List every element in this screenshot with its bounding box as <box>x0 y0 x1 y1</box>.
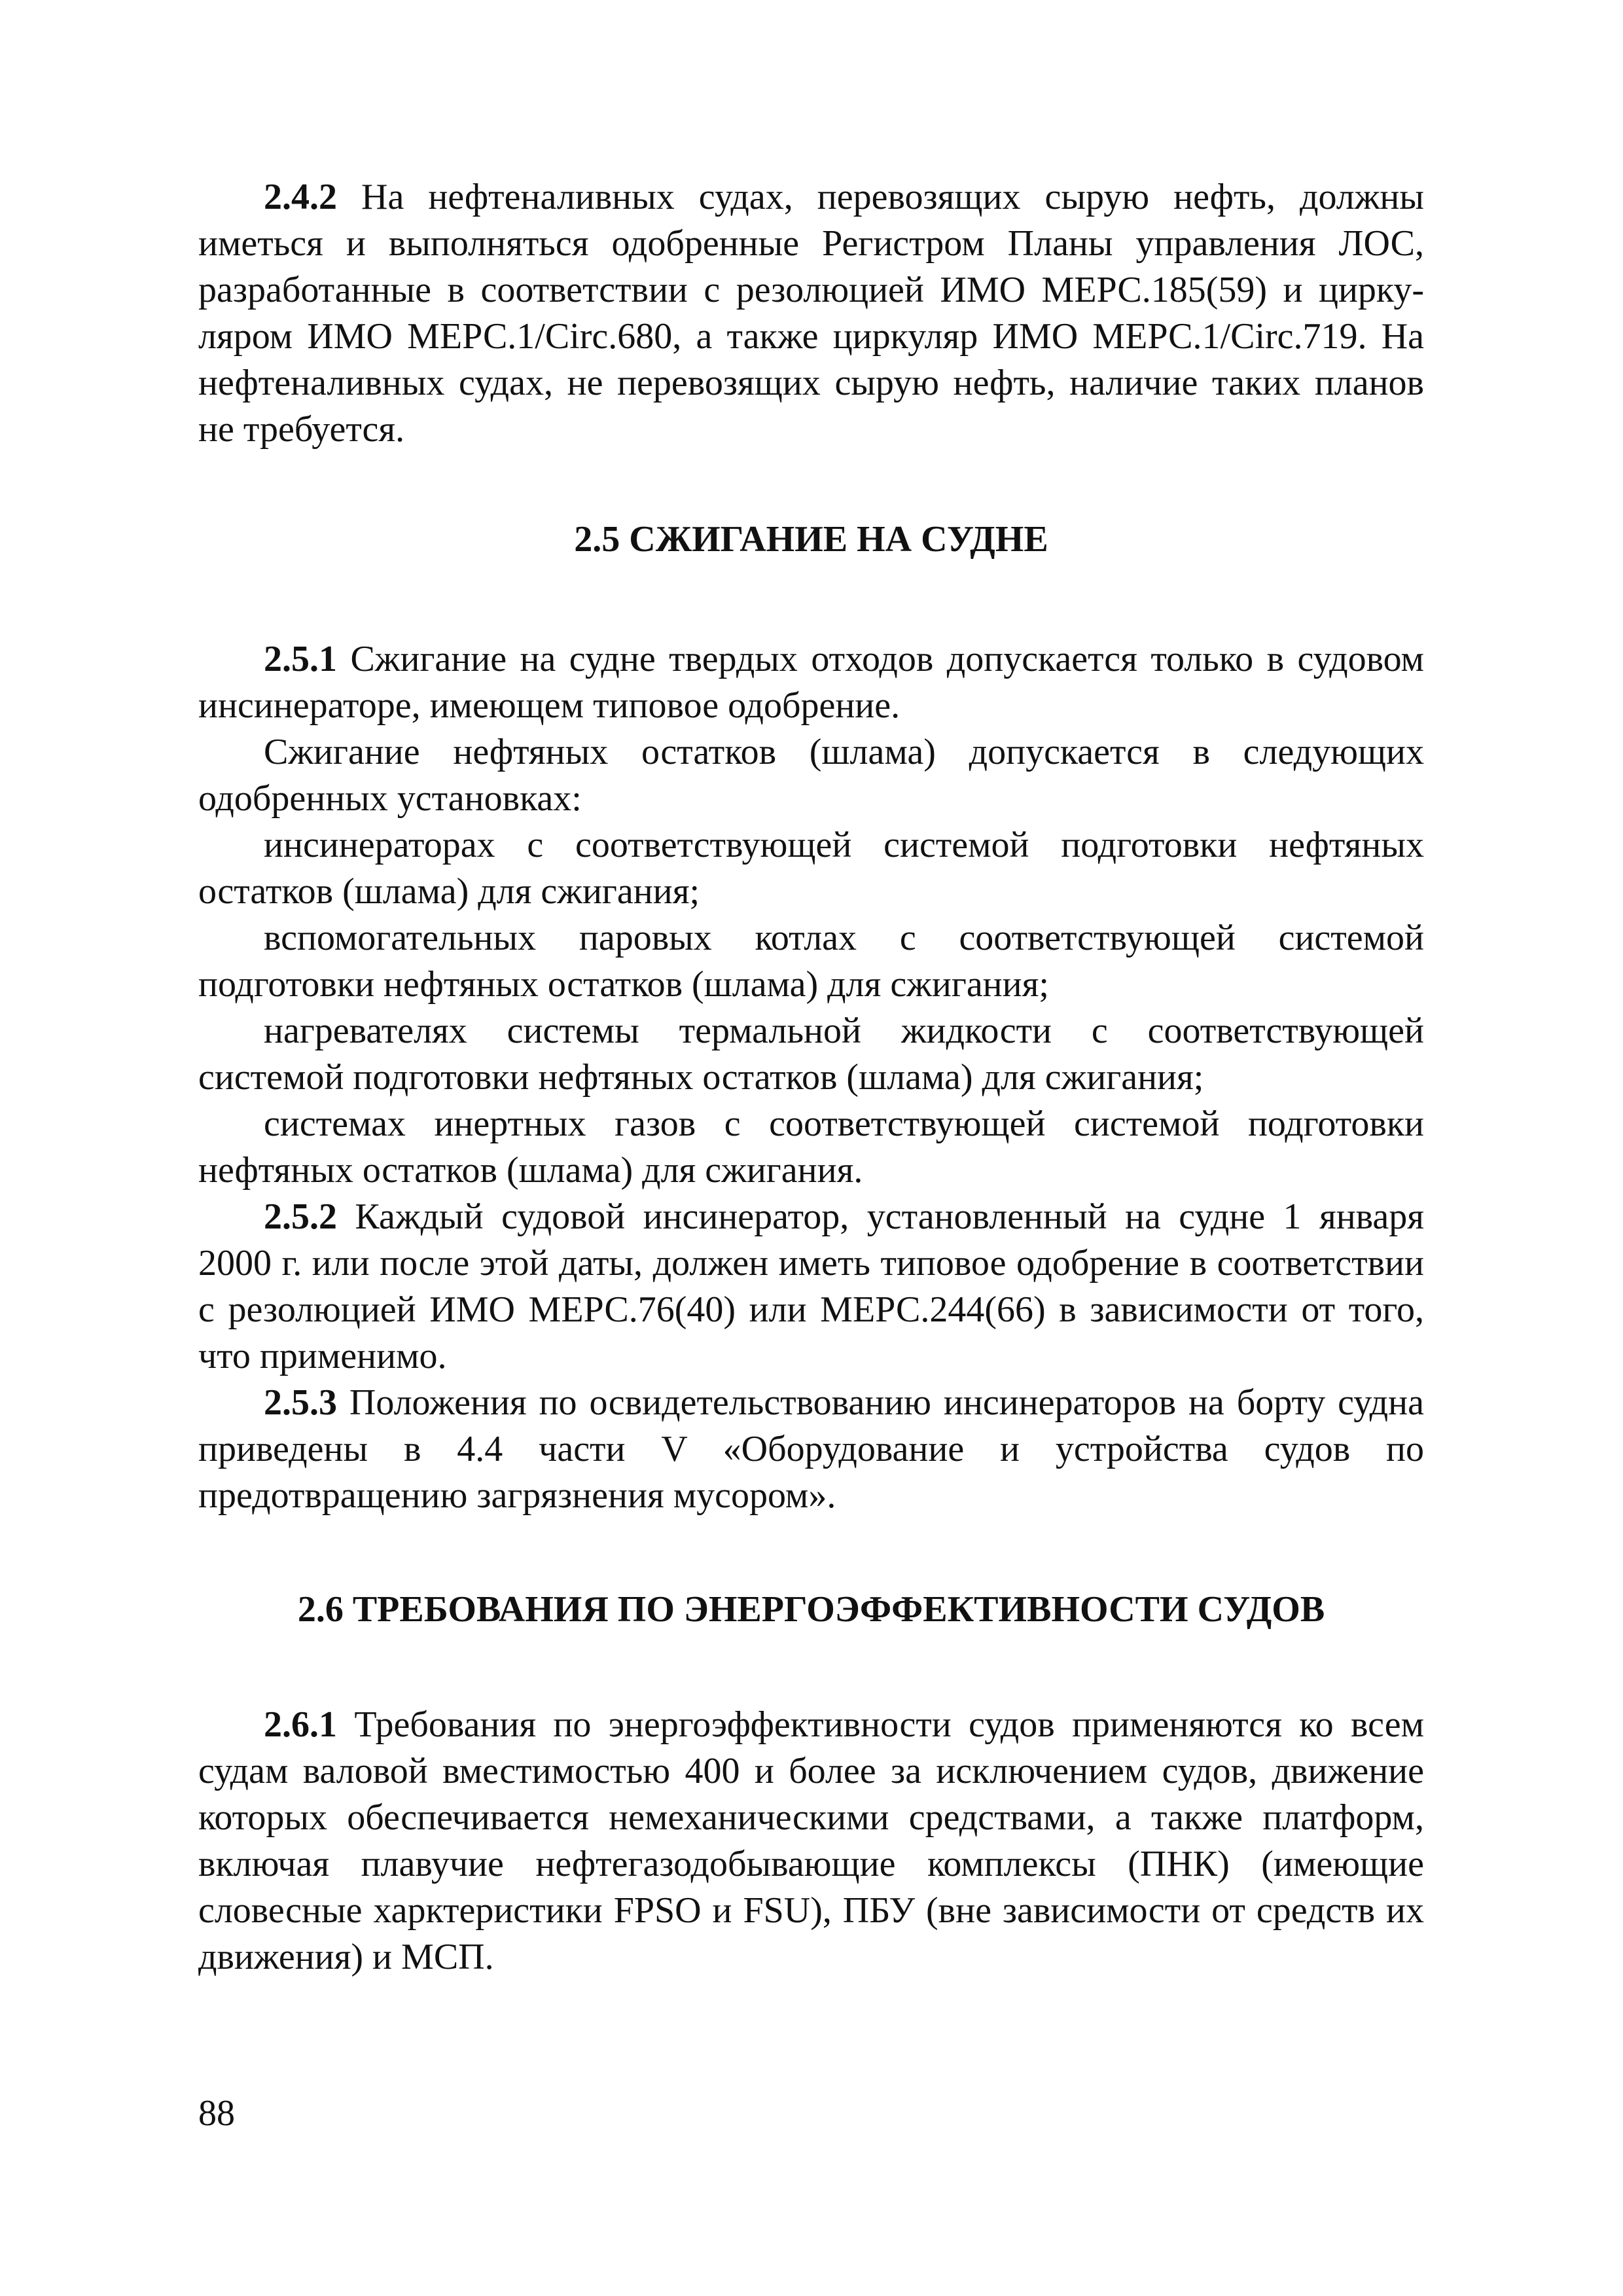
page-number: 88 <box>198 2093 235 2134</box>
list-item: нагревателях системы термальной жидкости с соответствующей системой подготовки нефтяных остатков (шлама) для сжигания; <box>198 1011 1424 1098</box>
paragraph-text: Положения по освидетельствованию инсинераторов на борту судна приведены в 4.4 части V «Оборудование и устройства судов по предотвращению загрязнения мусором». <box>198 1382 1424 1516</box>
clause-number: 2.5.2 <box>264 1196 337 1237</box>
paragraph-2-5-3 <box>198 1380 1424 1519</box>
list-item: инсинераторах с соответствующей системой подготовки нефтяных остатков (шлама) для сжигания; <box>198 825 1424 912</box>
paragraph-text: Требования по энергоэффективности судов применяются ко всем судам валовой вместимостью 400 и более за исключением судов, движение которых обеспечивается немеханическими средствами, а также платформ, включая плавучие нефтегазодобывающие комплексы (ПНК) (имеющие словесные харктеристики FPSO и FSU), ПБУ (вне зависимости от средств их движения) и МСП. <box>198 1704 1424 1977</box>
list-item: системах инертных газов с соответствующей системой подготовки нефтяных остатков (шлама) для сжигания. <box>198 1103 1424 1191</box>
paragraph-2-4-2 <box>198 174 1424 453</box>
section-heading-2-6: 2.6 ТРЕБОВАНИЯ ПО ЭНЕРГОЭФФЕКТИВНОСТИ СУДОВ <box>297 1589 1325 1630</box>
section-2-5-body <box>198 636 1424 1519</box>
clause-number: 2.4.2 <box>264 177 337 217</box>
list-item: вспомогательных паровых котлах с соответствующей системой подготовки нефтяных остатков (шлама) для сжигания; <box>198 918 1424 1005</box>
paragraph-2-5-1 <box>198 636 1424 729</box>
clause-number: 2.5.1 <box>264 639 337 679</box>
section-2-6-body <box>198 1702 1424 1981</box>
paragraph-sludge-intro: Сжигание нефтяных остатков (шлама) допускается в следующих одобренных установках: <box>198 732 1424 819</box>
section-heading-2-5: 2.5 СЖИГАНИЕ НА СУДНЕ <box>574 519 1048 560</box>
paragraph-text: На нефтеналивных судах, перевозящих сырую нефть, должны иметься и выполняться одобренные Регистром Планы управления ЛОС, разработанные в соответствии с резолюцией ИМО МЕРС.185(59) и циркуляром ИМО МЕРС.1/Circ.680, а также циркуляр ИМО МЕРС.1/Circ.719. На нефтеналивных судах, не перевозящих сырую нефть, наличие таких планов не требуется. <box>198 177 1424 450</box>
paragraph-text: Сжигание на судне твердых отходов допускается только в судовом инсинераторе, имеющем типовое одобрение. <box>198 639 1424 726</box>
paragraph-text: Каждый судовой инсинератор, установленный на судне 1 января 2000 г. или после этой даты, должен иметь типовое одобрение в соответствии с резолюцией ИМО МЕРС.76(40) или МЕРС.244(66) в зависимости от того, что применимо. <box>198 1196 1424 1376</box>
section-2-4-body <box>198 174 1424 453</box>
paragraph-2-6-1 <box>198 1702 1424 1981</box>
paragraph-2-5-2 <box>198 1194 1424 1380</box>
clause-number: 2.6.1 <box>264 1704 337 1745</box>
clause-number: 2.5.3 <box>264 1382 337 1423</box>
